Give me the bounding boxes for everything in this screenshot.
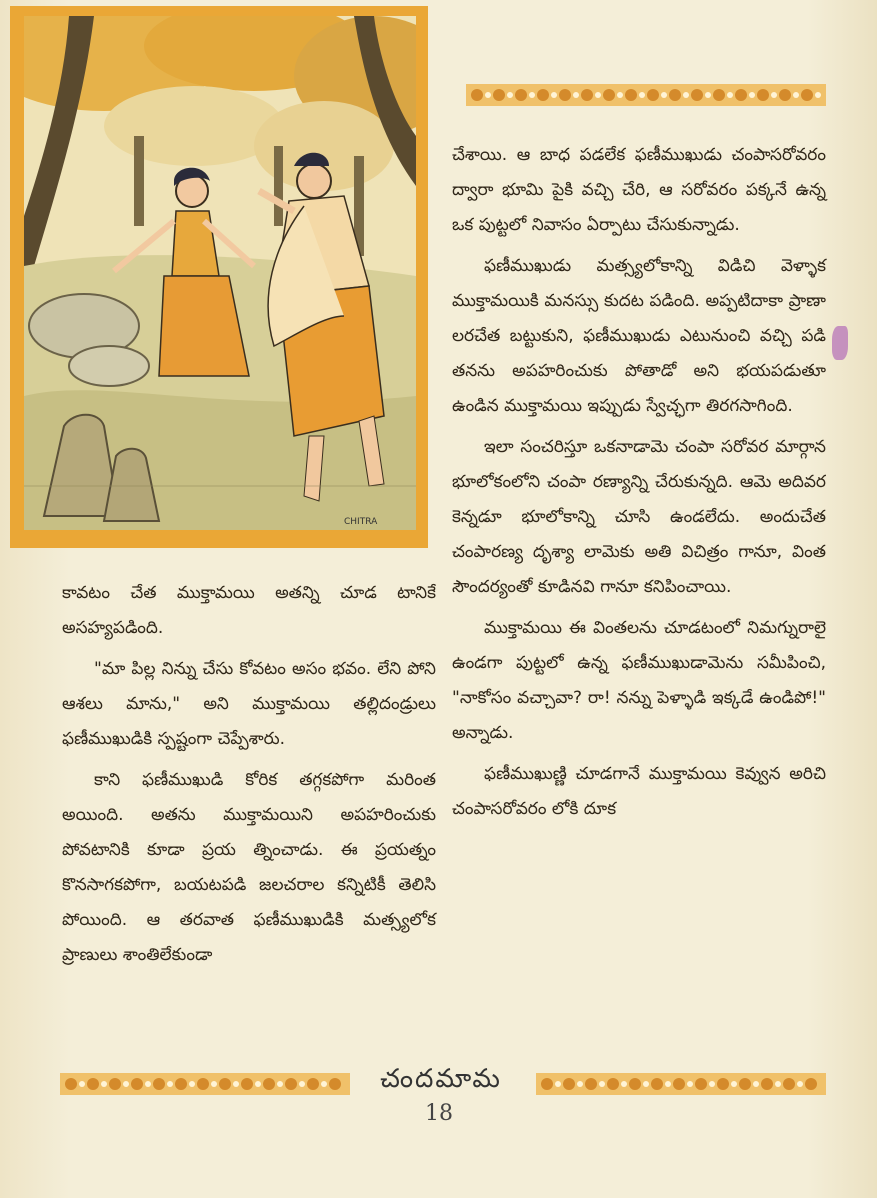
magazine-title: చందమామ — [380, 1064, 502, 1094]
left-paragraph-2: "మా పిల్ల నిన్ను చేసు కోవటం అసం భవం. లేని పోని ఆశలు మాను," అని ముక్తామయి తల్లిదండ్రులు ఫణీముఖుడికి స్పష్టంగా చెప్పేశారు. — [62, 659, 436, 749]
forest-scene-drawing — [24, 16, 416, 530]
left-paragraph-3: కాని ఫణీముఖుడి కోరిక తగ్గకపోగా మరింత అయింది. అతను ముక్తామయిని అపహరించుకు పోవటానికి కూడా ప్రయ త్నించాడు. ఈ ప్రయత్నం కొనసాగకపోగా, బయటపడి జలచరాల కన్నిటికీ తెలిసి పోయింది. ఆ తరవాత ఫణీముఖుడికి మత్స్యలోక ప్రాణులు శాంతిలేకుండా — [62, 770, 436, 965]
page-stain — [832, 326, 848, 360]
illustration-frame — [10, 6, 428, 548]
right-paragraph-3: ఇలా సంచరిస్తూ ఒకనాడామె చంపా సరోవర మార్గాన భూలోకంలోని చంపా రణ్యాన్ని చేరుకున్నది. ఆమె అదివర కెన్నడూ భూలోకాన్ని చూసి ఉండలేదు. అందుచేత చంపారణ్య దృశ్యా లామెకు అతి విచిత్రం గానూ, వింత సౌందర్యంతో కూడినవి గానూ కనిపించాయి. — [452, 437, 826, 597]
right-text-column — [452, 138, 826, 833]
left-paragraph-1: కావటం చేత ముక్తామయి అతన్ని చూడ టానికే అసహ్యపడింది. — [62, 583, 436, 638]
top-decorative-border — [466, 84, 826, 106]
page-number: 18 — [425, 1101, 453, 1126]
right-paragraph-5: ఫణీముఖుణ్ణి చూడగానే ముక్తామయి కెవ్వున అరిచి చంపాసరోవరం లోకి దూక — [452, 764, 826, 819]
footer-left-border — [60, 1073, 350, 1095]
footer-right-border — [536, 1073, 826, 1095]
right-paragraph-1: చేశాయి. ఆ బాధ పడలేక ఫణీముఖుడు చంపాసరోవరం ద్వారా భూమి పైకి వచ్చి చేరి, ఆ సరోవరం పక్కనే ఉన్న ఒక పుట్టలో నివాసం ఏర్పాటు చేసుకున్నాడు. — [452, 145, 826, 235]
right-paragraph-4: ముక్తామయి ఈ వింతలను చూడటంలో నిమగ్నురాలై ఉండగా పుట్టలో ఉన్న ఫణీముఖుడామెను సమీపించి, "నాకోసం వచ్చావా? రా! నన్ను పెళ్ళాడి ఇక్కడే ఉండిపో!" అన్నాడు. — [452, 618, 826, 743]
story-illustration — [24, 16, 416, 530]
left-text-column — [62, 576, 436, 979]
artist-signature: CHITRA — [344, 517, 378, 527]
right-paragraph-2: ఫణీముఖుడు మత్స్యలోకాన్ని విడిచి వెళ్ళాక ముక్తామయికి మనస్సు కుదట పడింది. అప్పటిదాకా ప్రాణా లరచేత బట్టుకుని, ఫణీముఖుడు ఎటునుంచి వచ్చి పడి తనను అపహరించుకు పోతాడో అని భయపడుతూ ఉండిన ముక్తామయి ఇప్పుడు స్వేచ్ఛగా తిరగసాగింది. — [452, 256, 826, 416]
